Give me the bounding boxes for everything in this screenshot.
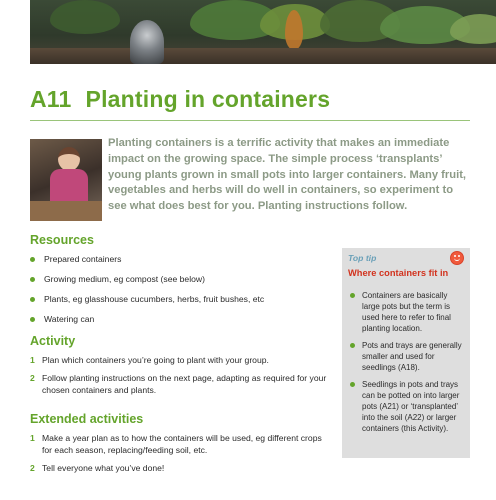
header-photo (30, 0, 496, 64)
intro-paragraph: Planting containers is a terrific activity that makes an immediate impact on the growing space. The simple process ‘transplants’ young plants grown in small pots into larger containers. Many fruit, vegetables and herbs will do well in containers, so experiment to see what does best for you. Planting instructions follow. (108, 137, 467, 213)
resources-heading: Resources (30, 233, 94, 247)
extended-steps (30, 432, 330, 474)
top-tip-item: Seedlings in pots and trays can be potted on into larger pots (A21) or ‘transplanted’ into the soil (A22) or larger containers (this Activity). (350, 379, 466, 434)
child-head-shape (58, 147, 80, 171)
top-tip-list (350, 290, 466, 440)
step-text: Tell everyone what you’ve done! (42, 463, 165, 473)
top-tip-box (342, 248, 470, 458)
top-tip-heading: Where containers fit in (348, 268, 449, 278)
extended-step (30, 462, 330, 474)
step-text: Plan which containers you’re going to plant with your group. (42, 355, 269, 365)
raised-bed-edge (30, 48, 496, 64)
pot-shape (30, 201, 102, 221)
page-title (30, 86, 330, 113)
activity-code: A11 (30, 86, 72, 112)
activity-step (30, 354, 330, 366)
step-text: Follow planting instructions on the next page, adapting as required for your chosen containers and plants. (42, 373, 327, 395)
activity-steps (30, 354, 330, 396)
leaf-shape (50, 0, 120, 34)
extended-step (30, 432, 330, 456)
top-tip-label: Top tip (348, 253, 377, 263)
resources-list (30, 254, 330, 324)
activity-heading: Activity (30, 334, 76, 348)
top-tip-item: Pots and trays are generally smaller and used for seedlings (A18). (350, 340, 466, 373)
post-cap-shape (130, 20, 164, 64)
step-text: Make a year plan as to how the containers will be used, eg different crops for each season, replacing/feeding soil, etc. (42, 433, 322, 455)
step-number: 2 (30, 463, 35, 473)
activity-step (30, 372, 330, 396)
step-number: 1 (30, 355, 35, 365)
chard-stem-shape (285, 10, 303, 50)
resource-item: Watering can (30, 314, 330, 324)
smiley-icon (450, 251, 464, 265)
child-body-shape (50, 169, 88, 203)
resource-item: Plants, eg glasshouse cucumbers, herbs, fruit bushes, etc (30, 294, 330, 304)
step-number: 1 (30, 433, 35, 443)
title-divider (30, 120, 470, 121)
child-planting-photo (30, 139, 102, 221)
resource-item: Prepared containers (30, 254, 330, 264)
extended-heading: Extended activities (30, 412, 144, 426)
resource-item: Growing medium, eg compost (see below) (30, 274, 330, 284)
title-text: Planting in containers (85, 86, 331, 112)
step-number: 2 (30, 373, 35, 383)
top-tip-item: Containers are basically large pots but the term is used here to refer to final planting location. (350, 290, 466, 334)
